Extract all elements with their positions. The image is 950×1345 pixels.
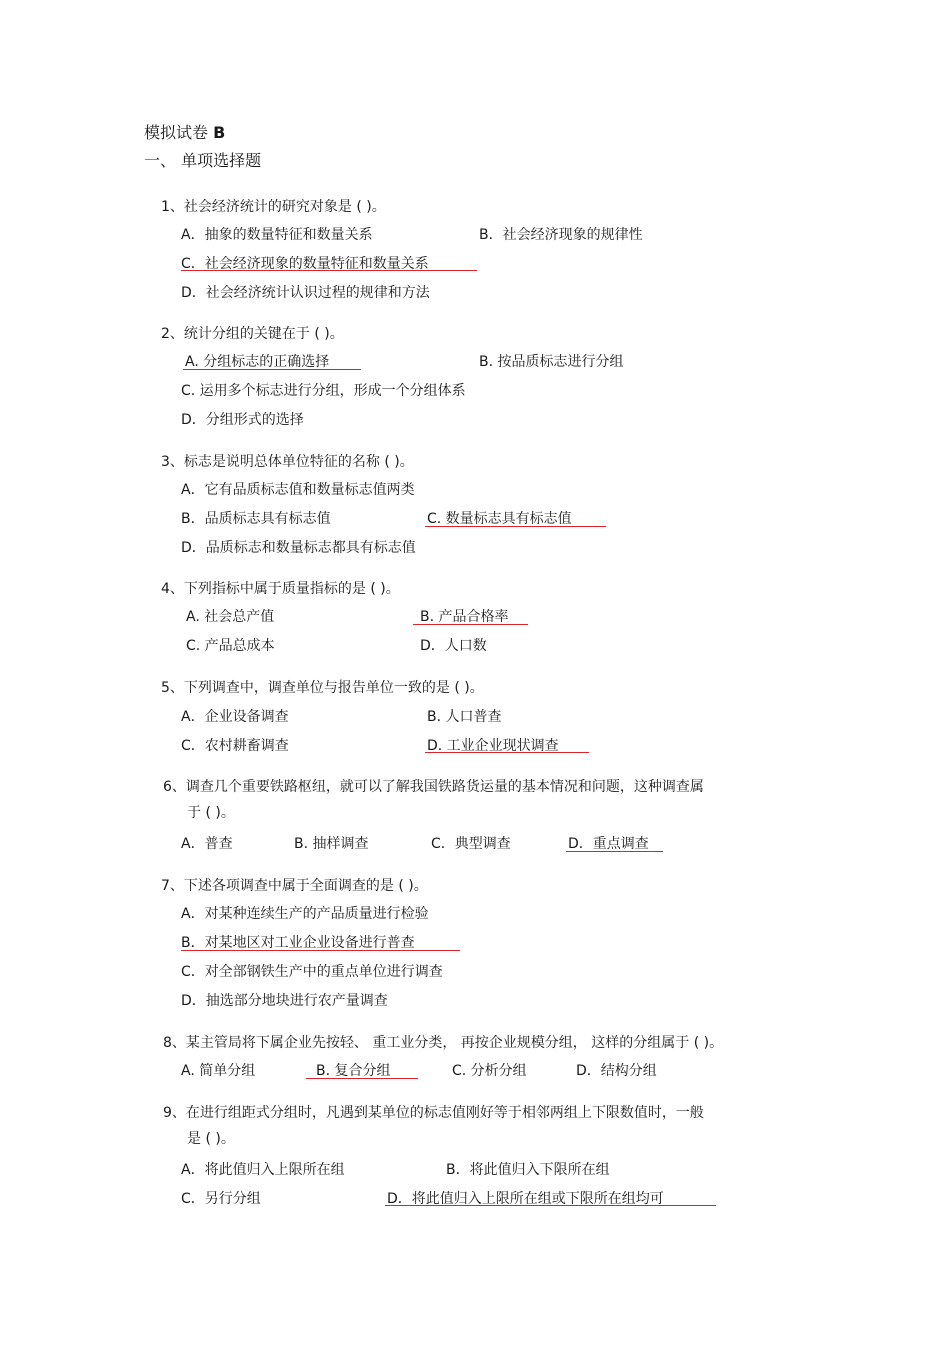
question-stem-continued: 是 ( )。	[187, 1131, 235, 1147]
option-a: A. 分组标志的正确选择	[185, 354, 330, 370]
option-b: B. 按品质标志进行分组	[479, 354, 624, 370]
option-c: C. 产品总成本	[186, 638, 275, 654]
option-d: D．人口数	[420, 638, 487, 654]
question-stem: 4、下列指标中属于质量指标的是 ( )。	[161, 581, 400, 597]
question-stem: 6、调查几个重要铁路枢纽，就可以了解我国铁路货运量的基本情况和问题，这种调查属	[163, 779, 704, 795]
option-b: B．社会经济现象的规律性	[479, 227, 643, 243]
option-b: B. 产品合格率	[420, 609, 509, 625]
question-stem: 8、某主管局将下属企业先按轻、 重工业分类， 再按企业规模分组， 这样的分组属于 ( )。	[163, 1035, 724, 1051]
question-stem: 7、下述各项调查中属于全面调查的是 ( )。	[161, 878, 428, 894]
option-a: A．它有品质标志值和数量标志值两类	[181, 482, 415, 498]
answer-underline	[566, 851, 663, 852]
option-a: A．将此值归入上限所在组	[181, 1162, 345, 1178]
option-d: D．分组形式的选择	[181, 412, 304, 428]
option-b: B．对某地区对工业企业设备进行普查	[181, 935, 415, 951]
option-a: A. 社会总产值	[186, 609, 275, 625]
exam-title-text: 模拟试卷	[144, 123, 209, 142]
answer-underline	[181, 950, 460, 951]
option-a: A．普查	[181, 836, 233, 852]
option-c: C．典型调查	[431, 836, 511, 852]
exam-variant: B	[213, 123, 226, 142]
option-c: C．农村耕畜调查	[181, 738, 289, 754]
answer-underline	[425, 526, 606, 527]
answer-underline	[385, 1205, 716, 1206]
answer-underline	[413, 624, 528, 625]
question-stem: 3、标志是说明总体单位特征的名称 ( )。	[161, 454, 414, 470]
option-c: C．对全部钢铁生产中的重点单位进行调查	[181, 964, 443, 980]
answer-underline	[306, 1078, 418, 1079]
option-b: B．将此值归入下限所在组	[446, 1162, 610, 1178]
option-a: A．抽象的数量特征和数量关系	[181, 227, 373, 243]
question-stem: 9、在进行组距式分组时，凡遇到某单位的标志值刚好等于相邻两组上下限数值时，一般	[163, 1105, 704, 1121]
option-d: D．品质标志和数量标志都具有标志值	[181, 540, 416, 556]
answer-underline	[181, 270, 477, 271]
answer-underline	[425, 752, 589, 753]
question-stem: 1、社会经济统计的研究对象是 ( )。	[161, 199, 386, 215]
option-b: B．品质标志具有标志值	[181, 511, 331, 527]
option-d: D．将此值归入上限所在组或下限所在组均可	[387, 1191, 664, 1207]
exam-title	[144, 124, 225, 142]
answer-underline	[183, 369, 361, 370]
option-a: A．对某种连续生产的产品质量进行检验	[181, 906, 429, 922]
option-c: C．另行分组	[181, 1191, 261, 1207]
option-d: D．重点调查	[568, 836, 649, 852]
option-c: C．社会经济现象的数量特征和数量关系	[181, 256, 429, 272]
question-stem: 2、统计分组的关键在于 ( )。	[161, 326, 344, 342]
question-stem-continued: 于 ( )。	[187, 805, 235, 821]
option-d: D．社会经济统计认识过程的规律和方法	[181, 285, 430, 301]
option-c: C. 数量标志具有标志值	[427, 511, 572, 527]
option-d: D．结构分组	[576, 1063, 657, 1079]
option-b: B. 抽样调查	[294, 836, 369, 852]
option-d: D．抽选部分地块进行农产量调查	[181, 993, 388, 1009]
option-b: B. 复合分组	[316, 1063, 391, 1079]
option-b: B. 人口普查	[427, 709, 502, 725]
question-stem: 5、下列调查中，调查单位与报告单位一致的是 ( )。	[161, 680, 484, 696]
section-heading: 一、 单项选择题	[144, 151, 262, 170]
option-a: A. 简单分组	[181, 1063, 256, 1079]
option-c: C. 分析分组	[452, 1063, 527, 1079]
option-a: A．企业设备调查	[181, 709, 289, 725]
option-d: D. 工业企业现状调查	[427, 738, 559, 754]
option-c: C. 运用多个标志进行分组，形成一个分组体系	[181, 383, 466, 399]
